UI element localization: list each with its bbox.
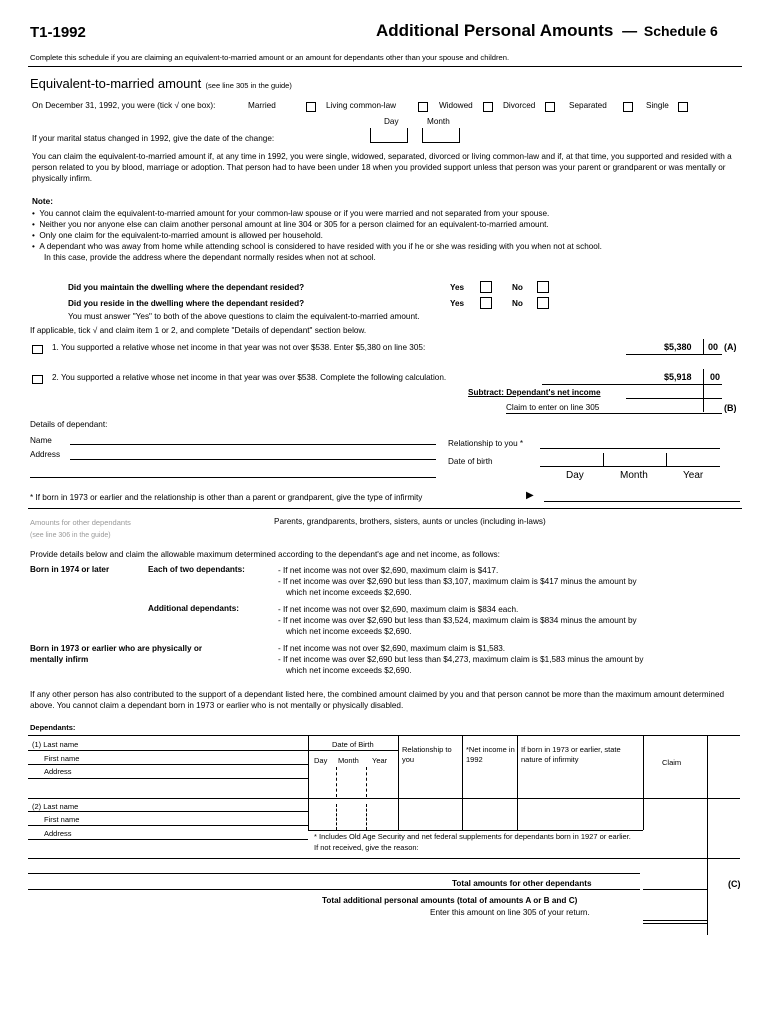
status-married: Married: [248, 101, 276, 110]
note-text: Neither you nor anyone else can claim another personal amount at line 304 or 305 for a person claimed for an equivalent-to-married amount.: [39, 220, 549, 229]
dob-month-label: Month: [620, 470, 648, 481]
item2-dollars: $5,918: [664, 372, 692, 382]
rule-line: - If net income was over $2,690 but less than $3,107, maximum claim is $417 minus the amount by: [278, 577, 637, 586]
row1-address: Address: [44, 767, 72, 776]
rule-line: which net income exceeds $2,690.: [286, 627, 412, 636]
note-item: • Neither you nor anyone else can claim another personal amount at line 304 or 305 for a person claimed for an equivalent-to-married amount.: [32, 220, 549, 229]
col-divider-rel: [398, 735, 399, 830]
details-title: Details of dependant:: [30, 420, 108, 429]
born-1973-line: Born in 1973 or earlier who are physically or: [30, 644, 203, 653]
status-question: On December 31, 1992, you were (tick √ one box):: [32, 101, 216, 110]
claim-line: [506, 413, 722, 414]
row2-address: Address: [44, 829, 72, 838]
col-divider-claim: [643, 735, 644, 830]
item1-text: 1. You supported a relative whose net income in that year was not over $538. Enter $5,380 on line 305:: [52, 343, 426, 352]
note-text: You cannot claim the equivalent-to-married amount for your common-law spouse or if you were married and not separated from your spouse.: [39, 209, 550, 218]
faint-heading: Amounts for other dependants: [30, 518, 131, 527]
rule-line: - If net income was not over $2,690, maximum claim is $417.: [278, 566, 499, 575]
col-divider-cents: [707, 735, 708, 935]
each-of-two-label: Each of two dependants:: [148, 565, 245, 574]
table-bottom: [28, 858, 740, 859]
note-item: • You cannot claim the equivalent-to-married amount for your common-law spouse or if you were married and not separated from your spouse.: [32, 209, 550, 218]
item2-cents-divider: [703, 369, 704, 412]
checkbox-single[interactable]: [678, 102, 688, 112]
row1-last-line[interactable]: [28, 750, 308, 751]
details-name-label: Name: [30, 436, 52, 445]
row1-first-line[interactable]: [28, 764, 308, 765]
row2-last-name: (2) Last name: [32, 802, 79, 811]
status-separated: Separated: [569, 101, 607, 110]
checkbox-separated[interactable]: [623, 102, 633, 112]
dob-divider-2: [666, 453, 667, 466]
eligibility-text: You can claim the equivalent-to-married amount if, at any time in 1992, you were single, widowed, separated, divorced or living common-law and if, at that time, you supported and resided with a person related to you by blood, marriage or adoption. That person had to have been under 18 when you provided support unless that person was your parent or grandparent or was mentally or physically infirm.: [32, 152, 732, 183]
relationship-label: Relationship to you *: [448, 439, 524, 448]
dob-day-label: Day: [566, 470, 584, 481]
dob-month-header: Month: [338, 756, 359, 765]
status-divorced: Divorced: [503, 101, 536, 110]
rule-line: - If net income was over $2,690 but less than $4,273, maximum claim is $1,583 minus the amount by: [278, 655, 644, 664]
note-item: • Only one claim for the equivalent-to-married amount is allowed per household.: [32, 231, 323, 240]
total-other-top: [28, 873, 640, 874]
checkbox-common-law[interactable]: [418, 102, 428, 112]
note-extra: In this case, provide the address where the dependant normally resides when not at school.: [44, 253, 376, 262]
item1-checkbox[interactable]: [32, 345, 43, 354]
dob-year-label: Year: [683, 470, 704, 481]
row2-first-name: First name: [44, 815, 80, 824]
item2-cents: 00: [710, 372, 721, 382]
details-address-field-2[interactable]: [30, 477, 436, 478]
change-prompt: If your marital status changed in 1992, give the date of the change:: [32, 134, 275, 143]
total-additional-field[interactable]: [643, 920, 707, 921]
col-divider-income: [462, 735, 463, 830]
infirmity-field[interactable]: [544, 501, 740, 502]
q2-yes-checkbox[interactable]: [480, 297, 492, 309]
row1-last-name: (1) Last name: [32, 740, 79, 749]
row1-address-line[interactable]: [28, 778, 308, 779]
q2-no-checkbox[interactable]: [537, 297, 549, 309]
support-note: If any other person has also contributed to the support of a dependant listed here, the combined amount claimed by you and that person cannot be more than the maximum amount determined above. You cannot claim a dependant born in 1973 or earlier who is not mentally or physically disabled.: [30, 690, 725, 710]
q1-no-label: No: [512, 283, 523, 292]
etm-title: Equivalent-to-married amount: [30, 76, 202, 91]
dob-divider-1: [603, 453, 604, 466]
item1-cents-divider: [703, 339, 704, 354]
arrow-icon: ▶: [526, 490, 534, 501]
rule-line: which net income exceeds $2,690.: [286, 588, 412, 597]
infirmity-footnote: * If born in 1973 or earlier and the relationship is other than a parent or grandparent, give the type of infirmity: [30, 493, 423, 502]
claim-line-label: Claim to enter on line 305: [506, 403, 600, 412]
rule-line: - If net income was not over $2,690, maximum claim is $834 each.: [278, 605, 519, 614]
dob-field[interactable]: [540, 466, 720, 467]
total-other-field[interactable]: [643, 889, 707, 890]
section-rule: [28, 508, 742, 509]
provide-details-text: Provide details below and claim the allowable maximum determined according to the dependant's age and net income, as follows:: [30, 550, 500, 559]
header-instruction: Complete this schedule if you are claiming an equivalent-to-married amount or an amount for dependants other than your spouse and children.: [30, 53, 510, 62]
row2-last-line[interactable]: [28, 811, 308, 812]
subtract-label: Subtract: Dependant's net income: [468, 388, 601, 397]
schedule-label: Schedule 6: [643, 23, 718, 39]
question-reside: Did you reside in the dwelling where the dependant resided?: [68, 299, 305, 308]
dob-year-header: Year: [372, 756, 388, 765]
total-other-letter: (C): [728, 879, 741, 889]
faint-subheading: (see line 306 in the guide): [30, 532, 111, 539]
born-1974-label: Born in 1974 or later: [30, 565, 110, 574]
note-text: A dependant who was away from home while attending school is considered to have resided with you if he or she was residing with you when not at school.: [39, 242, 602, 251]
checkbox-divorced[interactable]: [545, 102, 555, 112]
item2-checkbox[interactable]: [32, 375, 43, 384]
question-maintain: Did you maintain the dwelling where the dependant resided?: [68, 283, 305, 292]
dob-header: Date of Birth: [332, 740, 374, 749]
if-applicable-note: If applicable, tick √ and claim item 1 or 2, and complete "Details of dependant" section below.: [30, 326, 367, 335]
status-common-law: Living common-law: [326, 101, 397, 110]
subtract-line: [626, 398, 722, 399]
header-rule: [28, 66, 742, 67]
title-dash: —: [622, 23, 638, 40]
note-text: Only one claim for the equivalent-to-married amount is allowed per household.: [39, 231, 323, 240]
col-divider-infirmity: [517, 735, 518, 830]
income-footnote: * Includes Old Age Security and net federal supplements for dependants born in 1927 or earlier. If not received, give the reason:: [314, 832, 631, 852]
relatives-text: Parents, grandparents, brothers, sisters, aunts or uncles (including in-laws): [274, 517, 546, 526]
notes-list: [32, 208, 602, 263]
relationship-header: Relationship to you: [402, 745, 452, 764]
total-other-label: Total amounts for other dependants: [452, 879, 592, 888]
details-address-label: Address: [30, 450, 61, 459]
rule-line: which net income exceeds $2,690.: [286, 666, 412, 675]
change-month-label: Month: [427, 117, 450, 126]
total-other-bottom: [28, 889, 640, 890]
dependants-title: Dependants:: [30, 723, 76, 732]
rule-line: - If net income was not over $2,690, maximum claim is $1,583.: [278, 644, 506, 653]
dob-day-header: Day: [314, 756, 328, 765]
change-month-field[interactable]: [422, 128, 460, 143]
dob-subdivider-3: [336, 804, 337, 830]
total-additional-double: [643, 923, 707, 924]
q1-no-checkbox[interactable]: [537, 281, 549, 293]
item1-dollars: $5,380: [664, 342, 692, 352]
dob-label: Date of birth: [448, 457, 493, 466]
additional-label: Additional dependants:: [148, 604, 239, 613]
table-row-divider: [28, 798, 740, 799]
q1-yes-label: Yes: [450, 283, 465, 292]
etm-heading: [30, 76, 292, 91]
must-answer-note: You must answer "Yes" to both of the above questions to claim the equivalent-to-married amount.: [68, 312, 420, 321]
row1-first-name: First name: [44, 754, 80, 763]
rule-line: - If net income was over $2,690 but less than $3,524, maximum claim is $834 minus the amount by: [278, 616, 637, 625]
item1-amount-line: [626, 354, 722, 355]
dob-header-line: [308, 750, 398, 751]
note-label: Note:: [32, 197, 53, 206]
table-top: [28, 735, 740, 736]
q2-no-label: No: [512, 299, 523, 308]
details-address-field[interactable]: [70, 459, 436, 460]
relationship-field[interactable]: [540, 448, 720, 449]
title-text: Additional Personal Amounts: [376, 21, 614, 40]
status-widowed: Widowed: [439, 101, 473, 110]
infirmity-header: If born in 1973 or earlier, state nature of infirmity: [521, 745, 621, 764]
item2-text: 2. You supported a relative whose net income in that year was over $538. Complete the following calculation.: [52, 373, 447, 382]
rules-3: [278, 643, 643, 676]
item1-letter: (A): [724, 342, 737, 352]
net-income-header: *Net income in 1992: [466, 745, 515, 764]
etm-title-note: (see line 305 in the guide): [205, 81, 292, 90]
enter-line-label: Enter this amount on line 305 of your return.: [430, 908, 590, 917]
dob-subdivider-1: [336, 767, 337, 797]
total-additional-label: Total additional personal amounts (total of amounts A or B and C): [322, 896, 578, 905]
item1-cents: 00: [708, 342, 719, 352]
dob-subdivider-4: [366, 804, 367, 830]
born-1973-line: mentally infirm: [30, 655, 89, 664]
row2-address-line[interactable]: [28, 839, 308, 840]
row2-first-line[interactable]: [28, 825, 308, 826]
page-title: [376, 21, 718, 41]
item2-amount-line: [542, 384, 722, 385]
claim-header: Claim: [662, 758, 682, 767]
details-name-field[interactable]: [70, 444, 436, 445]
checkbox-widowed[interactable]: [483, 102, 493, 112]
note-item: • A dependant who was away from home while attending school is considered to have resided with you if he or she was residing with you when not at school.: [32, 242, 602, 251]
rules-2: [278, 604, 637, 637]
q1-yes-checkbox[interactable]: [480, 281, 492, 293]
born-1973-label: [30, 643, 202, 665]
dob-subdivider-2: [366, 767, 367, 797]
form-id: T1-1992: [30, 24, 86, 41]
rules-1: [278, 565, 637, 598]
q2-yes-label: Yes: [450, 299, 465, 308]
checkbox-married[interactable]: [306, 102, 316, 112]
change-day-field[interactable]: [370, 128, 408, 143]
status-single: Single: [646, 101, 669, 110]
item2-letter: (B): [724, 403, 737, 413]
change-day-label: Day: [384, 117, 399, 126]
